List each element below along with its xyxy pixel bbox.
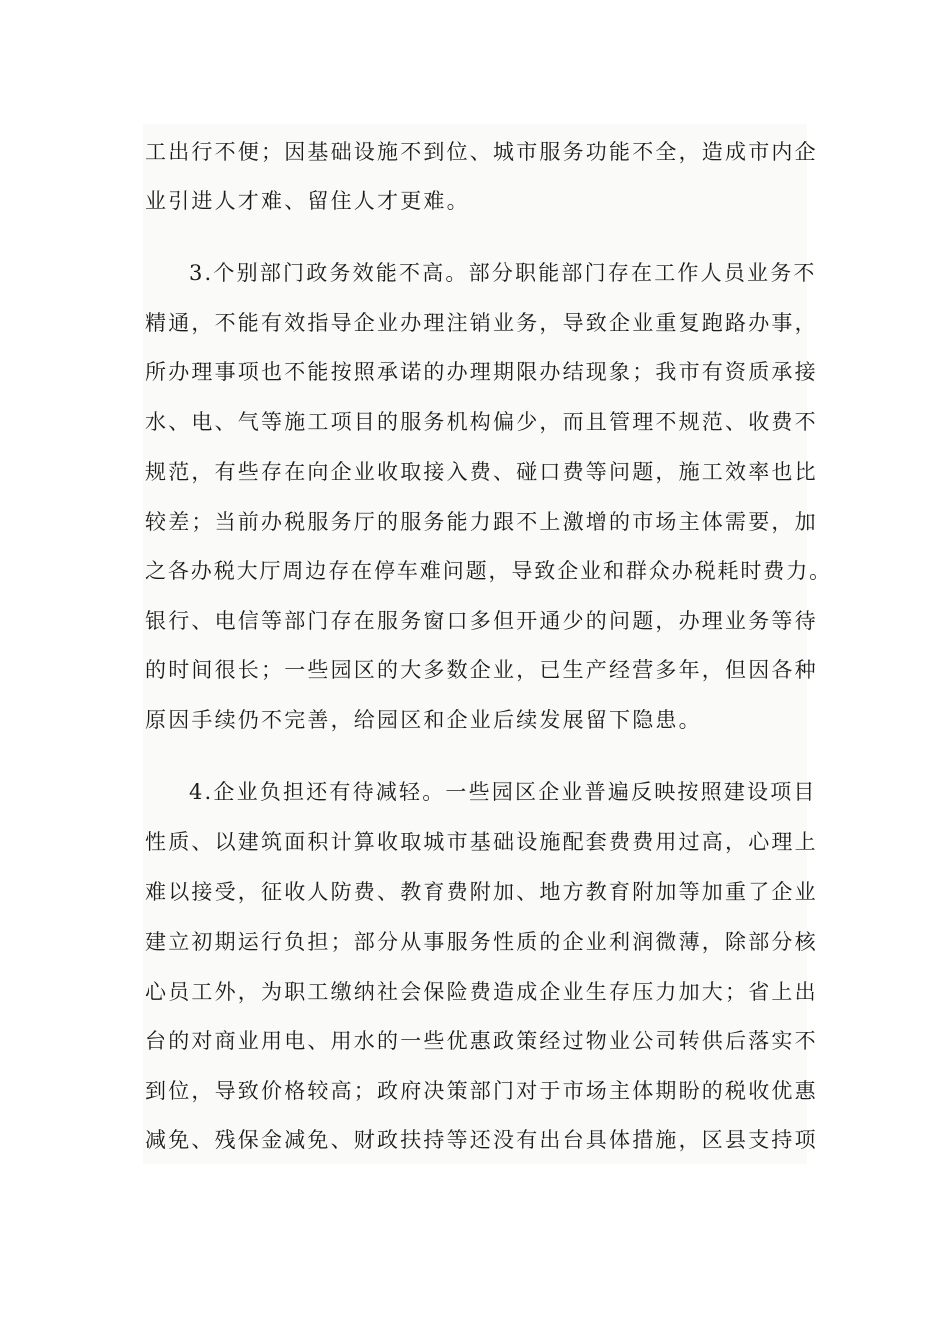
paragraph-line: 精通，不能有效指导企业办理注销业务，导致企业重复跑路办事，	[145, 311, 818, 335]
paragraph-line: 业引进人才难、留住人才更难。	[145, 189, 470, 213]
paragraph-line: 所办理事项也不能按照承诺的办理期限办结现象；我市有资质承接	[145, 360, 818, 384]
paragraph-line: 心员工外，为职工缴纳社会保险费造成企业生存压力加大；省上出	[145, 980, 818, 1004]
paragraph-line: 难以接受，征收人防费、教育费附加、地方教育附加等加重了企业	[145, 880, 818, 904]
paragraph-line: 工出行不便；因基础设施不到位、城市服务功能不全，造成市内企	[145, 140, 818, 164]
paragraph-line: 银行、电信等部门存在服务窗口多但开通少的问题，办理业务等待	[145, 609, 818, 633]
paragraph-line: 的时间很长；一些园区的大多数企业，已生产经营多年，但因各种	[145, 658, 818, 682]
paragraph-line: 性质、以建筑面积计算收取城市基础设施配套费费用过高，心理上	[145, 830, 818, 854]
paragraph-line: 建立初期运行负担；部分从事服务性质的企业利润微薄，除部分核	[145, 930, 818, 954]
paragraph-heading-line: 4.企业负担还有待减轻。一些园区企业普遍反映按照建设项目	[189, 780, 817, 804]
paragraph-line: 原因手续仍不完善，给园区和企业后续发展留下隐患。	[145, 708, 702, 732]
paragraph-line: 减免、残保金减免、财政扶持等还没有出台具体措施，区县支持项	[145, 1128, 818, 1152]
paragraph-line: 较差；当前办税服务厅的服务能力跟不上激增的市场主体需要，加	[145, 510, 818, 534]
paragraph-line: 到位，导致价格较高；政府决策部门对于市场主体期盼的税收优惠	[145, 1079, 818, 1103]
paragraph-line: 之各办税大厅周边存在停车难问题，导致企业和群众办税耗时费力。	[145, 559, 832, 583]
paragraph-line: 台的对商业用电、用水的一些优惠政策经过物业公司转供后落实不	[145, 1029, 818, 1053]
paragraph-line: 水、电、气等施工项目的服务机构偏少，而且管理不规范、收费不	[145, 410, 818, 434]
paragraph-line: 规范，有些存在向企业收取接入费、碰口费等问题，施工效率也比	[145, 460, 818, 484]
paragraph-heading-line: 3.个别部门政务效能不高。部分职能部门存在工作人员业务不	[189, 261, 817, 285]
